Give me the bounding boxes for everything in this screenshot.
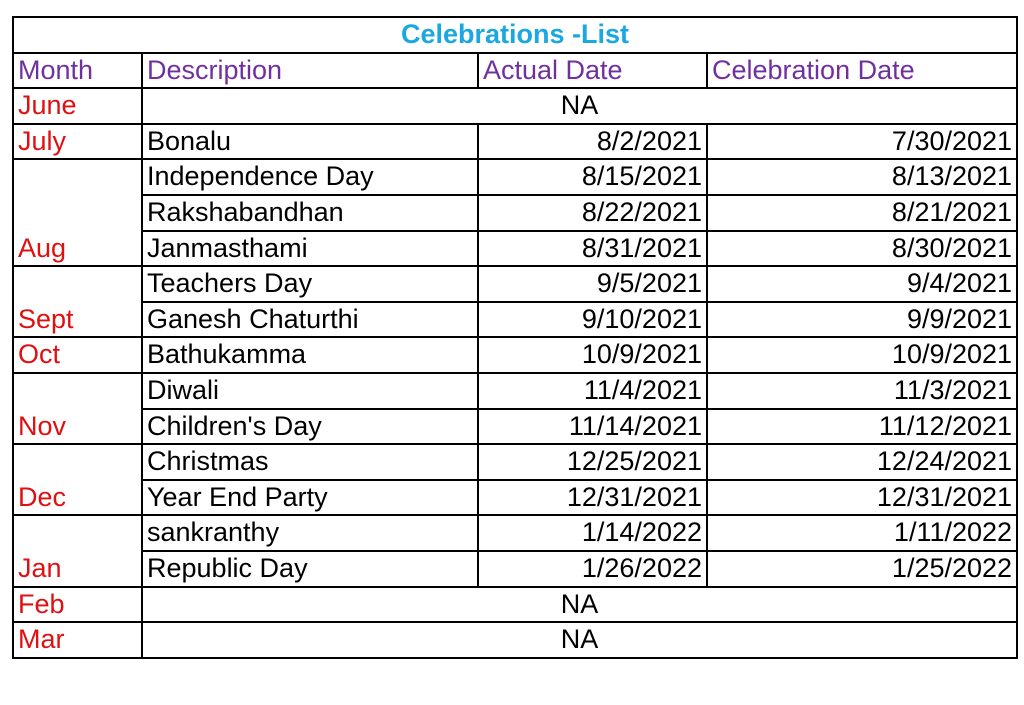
actual-date-cell: 11/14/2021 <box>478 409 707 445</box>
celebration-date-cell: 11/3/2021 <box>707 373 1017 409</box>
table-title: Celebrations -List <box>13 17 1017 53</box>
month-cell: Feb <box>13 587 142 623</box>
table-row <box>13 409 1017 445</box>
celebration-date-cell: 11/12/2021 <box>707 409 1017 445</box>
description-cell: Rakshabandhan <box>142 195 478 231</box>
month-cell: Nov <box>13 373 142 444</box>
celebration-date-cell: 10/9/2021 <box>707 337 1017 373</box>
actual-date-cell: 11/4/2021 <box>478 373 707 409</box>
table-row <box>13 622 1017 658</box>
actual-date-cell: 8/22/2021 <box>478 195 707 231</box>
table-row <box>13 266 1017 302</box>
header-month: Month <box>13 53 142 89</box>
description-cell: Janmasthami <box>142 231 478 267</box>
actual-date-cell: 12/25/2021 <box>478 444 707 480</box>
month-cell: Jan <box>13 515 142 586</box>
table-row <box>13 159 1017 195</box>
table-row <box>13 124 1017 160</box>
description-cell: Year End Party <box>142 480 478 516</box>
month-cell: July <box>13 124 142 160</box>
header-actual-date: Actual Date <box>478 53 707 89</box>
celebration-date-cell: 12/24/2021 <box>707 444 1017 480</box>
actual-date-cell: 8/31/2021 <box>478 231 707 267</box>
table-row <box>13 302 1017 338</box>
table-row <box>13 587 1017 623</box>
description-cell: Republic Day <box>142 551 478 587</box>
description-cell: Diwali <box>142 373 478 409</box>
table-row <box>13 373 1017 409</box>
celebrations-table <box>12 16 1018 659</box>
month-cell: Sept <box>13 266 142 337</box>
na-cell: NA <box>142 587 1017 623</box>
month-cell: Mar <box>13 622 142 658</box>
actual-date-cell: 12/31/2021 <box>478 480 707 516</box>
celebration-date-cell: 8/30/2021 <box>707 231 1017 267</box>
actual-date-cell: 8/2/2021 <box>478 124 707 160</box>
actual-date-cell: 1/26/2022 <box>478 551 707 587</box>
description-cell: Bonalu <box>142 124 478 160</box>
actual-date-cell: 9/5/2021 <box>478 266 707 302</box>
celebration-date-cell: 8/13/2021 <box>707 159 1017 195</box>
actual-date-cell: 1/14/2022 <box>478 515 707 551</box>
month-cell: Oct <box>13 337 142 373</box>
celebration-date-cell: 8/21/2021 <box>707 195 1017 231</box>
month-cell: Aug <box>13 159 142 266</box>
header-celebration-date: Celebration Date <box>707 53 1017 89</box>
na-cell: NA <box>142 622 1017 658</box>
table-row <box>13 88 1017 124</box>
na-cell: NA <box>142 88 1017 124</box>
celebration-date-cell: 1/11/2022 <box>707 515 1017 551</box>
celebration-date-cell: 1/25/2022 <box>707 551 1017 587</box>
table-row <box>13 231 1017 267</box>
header-description: Description <box>142 53 478 89</box>
table-row <box>13 515 1017 551</box>
month-cell: June <box>13 88 142 124</box>
description-cell: Teachers Day <box>142 266 478 302</box>
celebration-date-cell: 9/4/2021 <box>707 266 1017 302</box>
actual-date-cell: 8/15/2021 <box>478 159 707 195</box>
header-row <box>13 53 1017 89</box>
description-cell: sankranthy <box>142 515 478 551</box>
celebration-date-cell: 7/30/2021 <box>707 124 1017 160</box>
celebration-date-cell: 12/31/2021 <box>707 480 1017 516</box>
description-cell: Christmas <box>142 444 478 480</box>
actual-date-cell: 10/9/2021 <box>478 337 707 373</box>
description-cell: Independence Day <box>142 159 478 195</box>
table-row <box>13 444 1017 480</box>
actual-date-cell: 9/10/2021 <box>478 302 707 338</box>
title-row <box>13 17 1017 53</box>
description-cell: Bathukamma <box>142 337 478 373</box>
table-row <box>13 551 1017 587</box>
description-cell: Children's Day <box>142 409 478 445</box>
description-cell: Ganesh Chaturthi <box>142 302 478 338</box>
month-cell: Dec <box>13 444 142 515</box>
table-row <box>13 337 1017 373</box>
celebration-date-cell: 9/9/2021 <box>707 302 1017 338</box>
table-row <box>13 195 1017 231</box>
table-row <box>13 480 1017 516</box>
